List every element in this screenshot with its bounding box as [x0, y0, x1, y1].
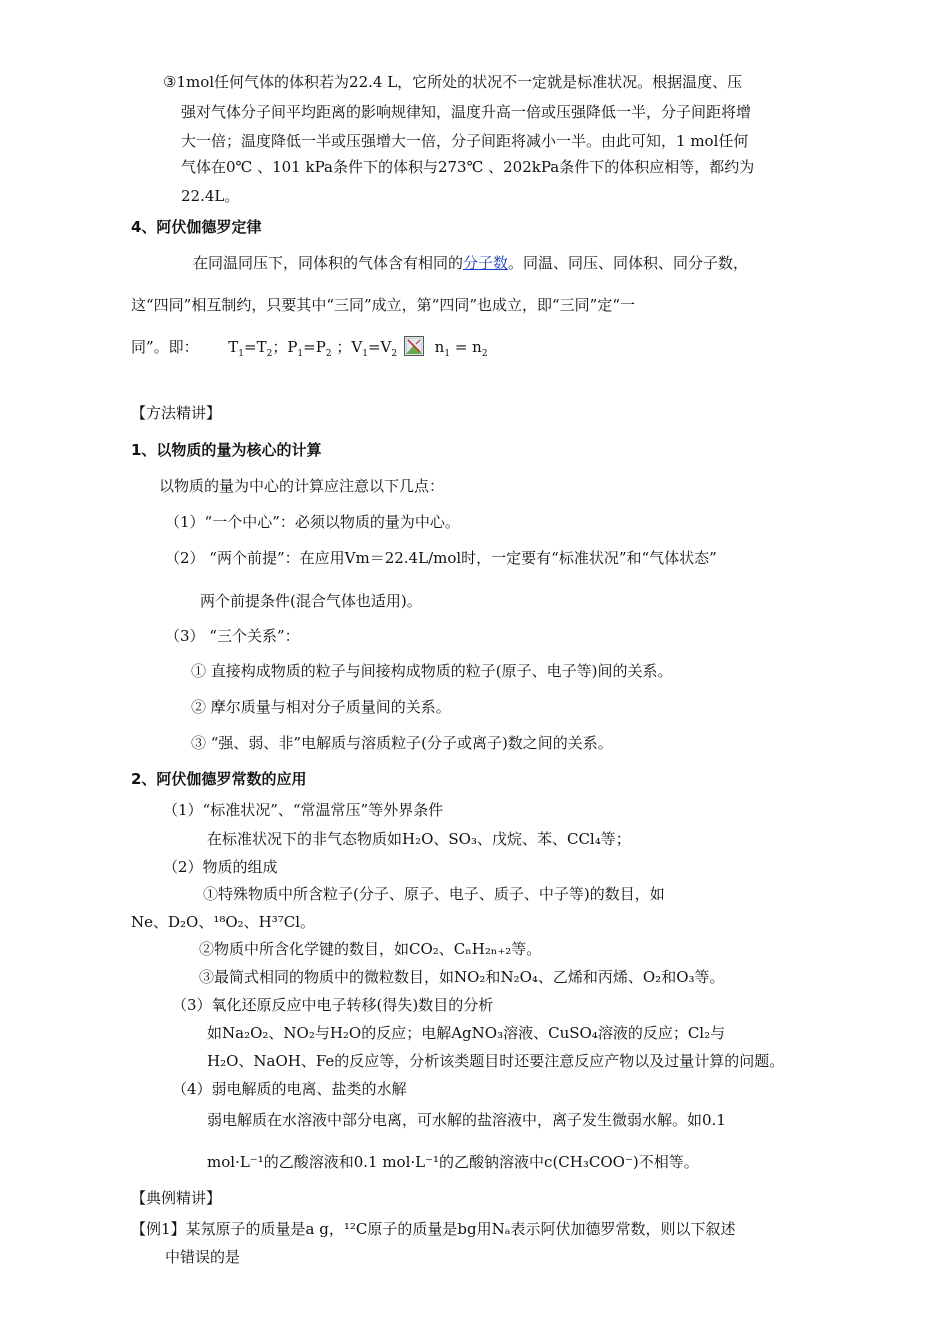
method-point-1: （1）“一个中心”：必须以物质的量为中心。 [165, 513, 460, 531]
formula-v: $V_1=V_2$ [351, 338, 398, 359]
app-point-1-detail: 在标准状况下的非气态物质如H₂O、SO₃、戊烷、苯、CCl₄等； [207, 830, 631, 848]
app-point-3-detail2: H₂O、NaOH、Fe的反应等，分析该类题目时还要注意反应产物以及过量计算的问题。 [207, 1052, 785, 1070]
example-1-question: 【例1】某氖原子的质量是a g，¹²C原子的质量是bg用Nₐ表示阿伏加德罗常数，则以下叙述 [131, 1220, 736, 1238]
method-heading-2: 2、阿伏伽德罗常数的应用 [131, 770, 307, 788]
section4-heading: 4、阿伏伽德罗定律 [131, 218, 262, 236]
para3-line5: 22.4L。 [181, 187, 240, 205]
app-point-4-detail2: mol·L⁻¹的乙酸溶液和0.1 mol·L⁻¹的乙酸钠溶液中c(CH₃COO⁻)不相等。 [207, 1153, 699, 1171]
method-point-2-cont: 两个前提条件(混合气体也适用)。 [200, 592, 422, 610]
para3-line1: ③1mol任何气体的体积若为22.4 L，它所处的状况不一定就是标准状况。根据温度、压 [163, 73, 743, 91]
formula-p: $P_1=P_2$ [287, 338, 332, 359]
example-1-question-cont: 中错误的是 [165, 1248, 241, 1266]
para3-line3: 大一倍；温度降低一半或压强增大一倍，分子间距将减小一半。由此可知，1 mol任何 [181, 132, 749, 150]
avogadro-law-line2: 这“四同”相互制约，只要其中“三同”成立，第“四同”也成立，即“三同”定“一 [131, 296, 636, 314]
app-point-2: （2）物质的组成 [163, 858, 278, 876]
app-point-2-item2: ②物质中所含化学键的数目，如CO₂、CₙH₂ₙ₊₂等。 [199, 940, 542, 958]
avogadro-law-line3: 同”。即： $T_1=T_2$；$P_1=P_2$ ；$V_1=V_2$ $n_1 = n_2$ [131, 338, 488, 359]
app-point-4: （4）弱电解质的电离、盐类的水解 [172, 1080, 407, 1098]
app-point-1: （1）“标准状况”、“常温常压”等外界条件 [163, 801, 444, 819]
formula-n: $n_1 = n_2$ [434, 338, 488, 359]
broken-image-icon [404, 336, 424, 356]
formula-t: $T_1=T_2$ [228, 338, 273, 359]
relation-2: ② 摩尔质量与相对分子质量间的关系。 [191, 698, 451, 716]
method-point-2: （2） “两个前提”：在应用Vm＝22.4L/mol时，一定要有“标准状况”和“气体状态” [165, 549, 717, 567]
method-heading-1: 1、以物质的量为核心的计算 [131, 441, 322, 459]
app-point-2-item1: ①特殊物质中所含粒子(分子、原子、电子、质子、中子等)的数目，如 [203, 885, 665, 903]
relation-1: ① 直接构成物质的粒子与间接构成物质的粒子(原子、电子等)间的关系。 [191, 662, 673, 680]
relation-3: ③ “强、弱、非”电解质与溶质粒子(分子或离子)数之间的关系。 [191, 734, 613, 752]
app-point-3-detail1: 如Na₂O₂、NO₂与H₂O的反应；电解AgNO₃溶液、CuSO₄溶液的反应；Cl₂与 [207, 1024, 726, 1042]
app-point-2-item3: ③最简式相同的物质中的微粒数目，如NO₂和N₂O₄、乙烯和丙烯、O₂和O₃等。 [199, 968, 725, 986]
method-intro: 以物质的量为中心的计算应注意以下几点： [159, 477, 445, 495]
app-point-4-detail1: 弱电解质在水溶液中部分电离，可水解的盐溶液中，离子发生微弱水解。如0.1 [207, 1111, 726, 1129]
app-point-3: （3）氧化还原反应中电子转移(得失)数目的分析 [172, 996, 494, 1014]
para3-line4: 气体在0℃ 、101 kPa条件下的体积与273℃ 、202kPa条件下的体积应相等，都约为 [181, 158, 755, 176]
method-section-title: 【方法精讲】 [131, 404, 222, 422]
example-section-title: 【典例精讲】 [131, 1189, 222, 1207]
app-point-2-item1-cont: Ne、D₂O、¹⁸O₂、H³⁷Cl。 [131, 913, 316, 931]
molecule-number-link[interactable]: 分子数 [463, 254, 509, 272]
avogadro-law-line1: 在同温同压下，同体积的气体含有相同的分子数。同温、同压、同体积、同分子数， [193, 254, 749, 272]
para3-line2: 强对气体分子间平均距离的影响规律知，温度升高一倍或压强降低一半，分子间距将增 [181, 103, 752, 121]
method-point-3: （3） “三个关系”： [165, 627, 300, 645]
